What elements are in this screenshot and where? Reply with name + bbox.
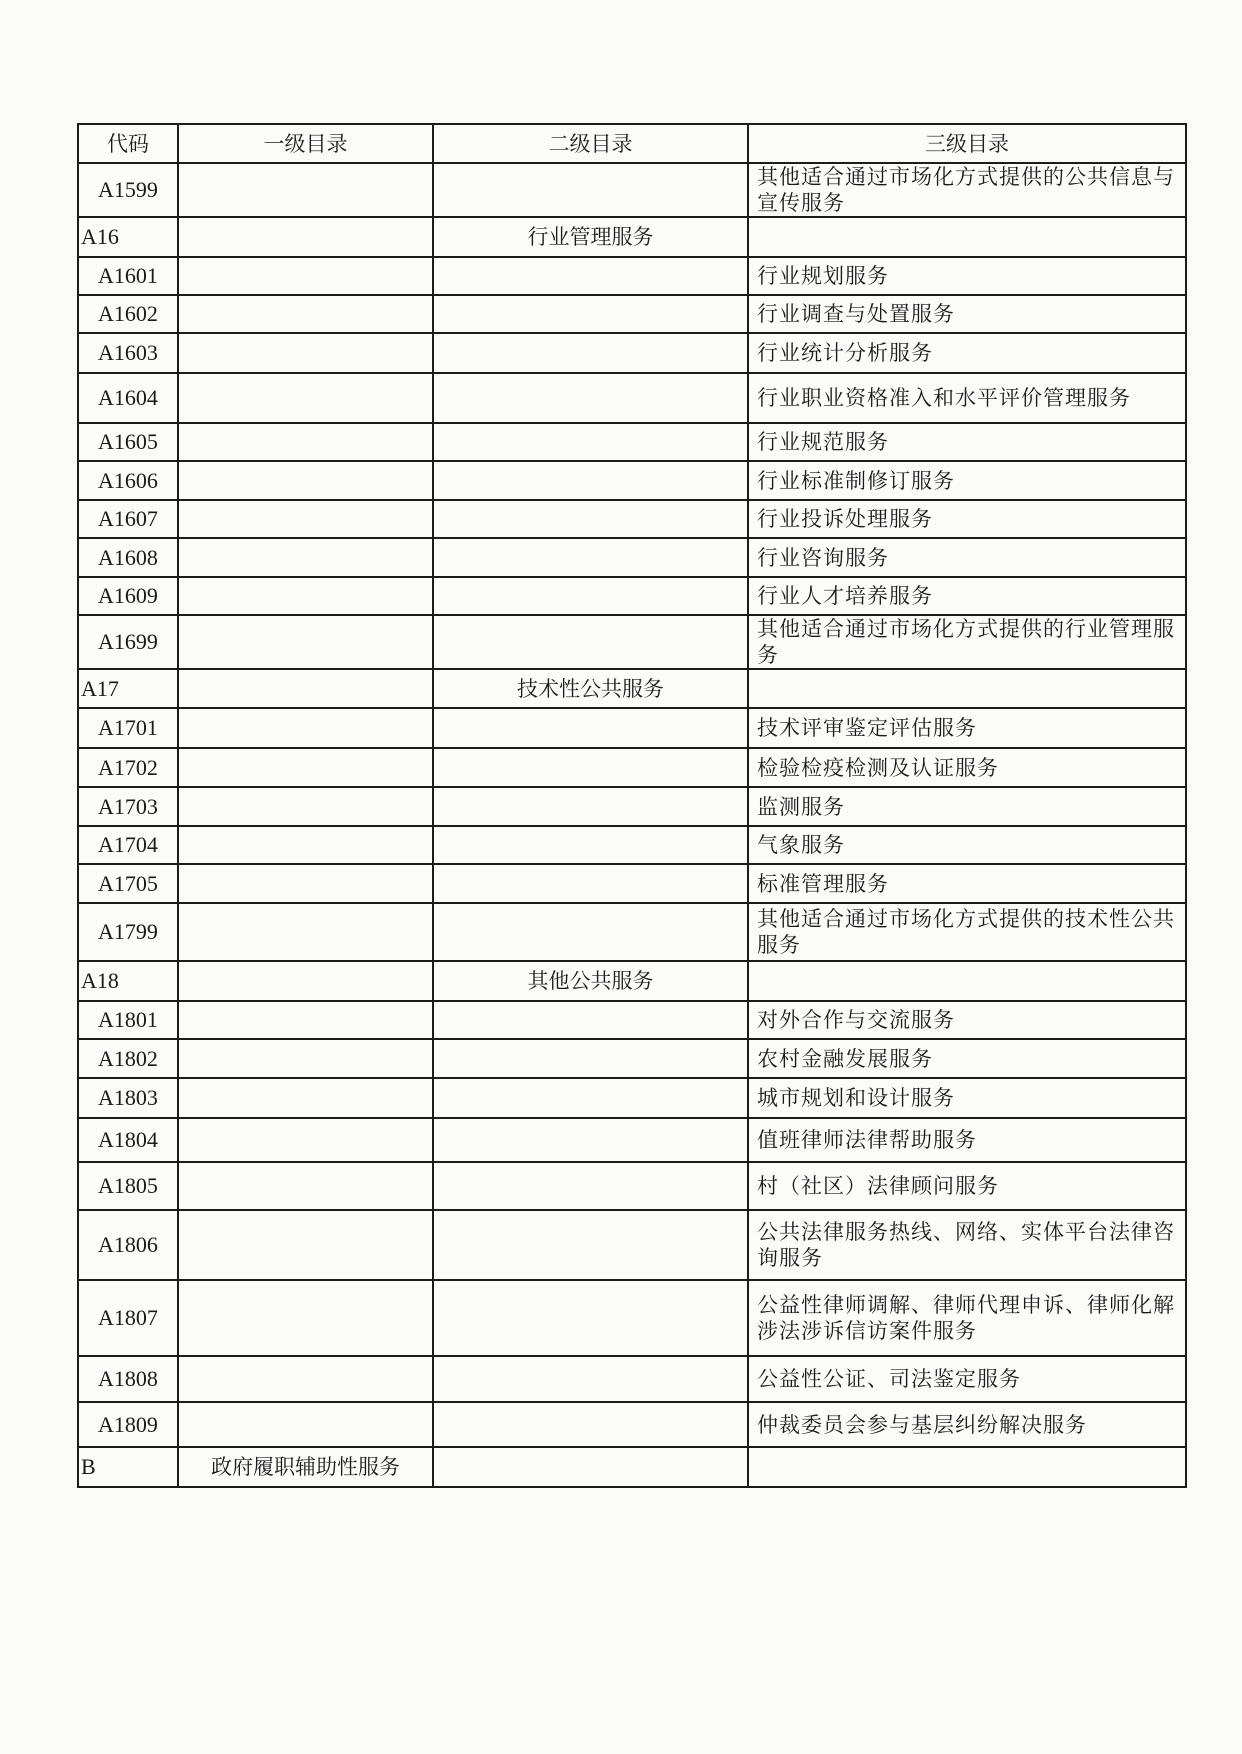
table-row <box>78 826 1186 864</box>
level3-cell: 村（社区）法律顾问服务 <box>748 1162 1186 1210</box>
code-cell: A1801 <box>78 1001 178 1039</box>
table-row <box>78 500 1186 538</box>
table-row <box>78 615 1186 669</box>
level2-cell <box>433 708 748 748</box>
table-row <box>78 257 1186 295</box>
level2-cell: 行业管理服务 <box>433 217 748 257</box>
code-cell: A18 <box>78 961 178 1001</box>
level1-cell <box>178 1001 433 1039</box>
code-cell: A1608 <box>78 538 178 577</box>
code-cell: A1605 <box>78 423 178 461</box>
code-cell: B <box>78 1447 178 1487</box>
level1-cell <box>178 961 433 1001</box>
level1-cell <box>178 1162 433 1210</box>
code-cell: A1607 <box>78 500 178 538</box>
level1-cell <box>178 163 433 217</box>
code-cell: A1799 <box>78 903 178 961</box>
level2-cell <box>433 748 748 787</box>
level3-cell: 行业人才培养服务 <box>748 577 1186 615</box>
table-row <box>78 1402 1186 1447</box>
level1-cell <box>178 373 433 423</box>
level2-cell <box>433 1118 748 1162</box>
level3-cell: 检验检疫检测及认证服务 <box>748 748 1186 787</box>
table-row <box>78 1280 1186 1356</box>
level2-cell <box>433 373 748 423</box>
level2-cell <box>433 1280 748 1356</box>
level2-cell <box>433 423 748 461</box>
level2-cell <box>433 257 748 295</box>
table-row <box>78 373 1186 423</box>
level2-cell <box>433 1001 748 1039</box>
table-row <box>78 461 1186 500</box>
level2-cell <box>433 577 748 615</box>
code-cell: A1806 <box>78 1210 178 1280</box>
level3-cell: 其他适合通过市场化方式提供的公共信息与宣传服务 <box>748 163 1186 217</box>
table-row <box>78 163 1186 217</box>
level3-cell: 行业咨询服务 <box>748 538 1186 577</box>
level2-cell <box>433 1402 748 1447</box>
level2-cell <box>433 461 748 500</box>
level3-cell: 行业标准制修订服务 <box>748 461 1186 500</box>
table-row <box>78 1118 1186 1162</box>
code-cell: A1602 <box>78 295 178 333</box>
level3-cell: 行业规划服务 <box>748 257 1186 295</box>
level2-cell <box>433 538 748 577</box>
level1-cell <box>178 423 433 461</box>
level1-cell <box>178 257 433 295</box>
code-cell: A1604 <box>78 373 178 423</box>
table-row <box>78 708 1186 748</box>
level3-cell: 城市规划和设计服务 <box>748 1078 1186 1118</box>
level3-cell <box>748 669 1186 708</box>
level1-cell <box>178 538 433 577</box>
level1-cell <box>178 333 433 373</box>
level2-cell: 其他公共服务 <box>433 961 748 1001</box>
level2-cell <box>433 1356 748 1402</box>
level1-cell <box>178 669 433 708</box>
code-cell: A1809 <box>78 1402 178 1447</box>
table-row <box>78 669 1186 708</box>
code-cell: A1705 <box>78 864 178 903</box>
table-row <box>78 961 1186 1001</box>
level1-cell <box>178 1118 433 1162</box>
table-row <box>78 748 1186 787</box>
level3-cell: 行业投诉处理服务 <box>748 500 1186 538</box>
level3-cell: 其他适合通过市场化方式提供的技术性公共服务 <box>748 903 1186 961</box>
table-row <box>78 1078 1186 1118</box>
table-row <box>78 1039 1186 1078</box>
level3-cell: 公益性律师调解、律师代理申诉、律师化解涉法涉诉信访案件服务 <box>748 1280 1186 1356</box>
level2-cell <box>433 1078 748 1118</box>
level3-cell: 值班律师法律帮助服务 <box>748 1118 1186 1162</box>
code-cell: A1804 <box>78 1118 178 1162</box>
code-cell: A1702 <box>78 748 178 787</box>
table-row <box>78 1356 1186 1402</box>
code-cell: A1699 <box>78 615 178 669</box>
table-row <box>78 1162 1186 1210</box>
table-row <box>78 423 1186 461</box>
level3-cell <box>748 217 1186 257</box>
level3-cell: 行业职业资格准入和水平评价管理服务 <box>748 373 1186 423</box>
level3-cell: 技术评审鉴定评估服务 <box>748 708 1186 748</box>
level3-cell <box>748 961 1186 1001</box>
table-row <box>78 295 1186 333</box>
table-header-row <box>78 124 1186 163</box>
level2-cell <box>433 1447 748 1487</box>
level2-cell <box>433 787 748 826</box>
level1-cell <box>178 787 433 826</box>
level1-cell <box>178 1280 433 1356</box>
level3-cell: 监测服务 <box>748 787 1186 826</box>
level3-cell: 气象服务 <box>748 826 1186 864</box>
level1-cell <box>178 1039 433 1078</box>
level1-cell <box>178 577 433 615</box>
code-cell: A1807 <box>78 1280 178 1356</box>
level2-cell <box>433 826 748 864</box>
level1-cell <box>178 500 433 538</box>
code-cell: A1609 <box>78 577 178 615</box>
level1-cell <box>178 217 433 257</box>
level2-cell <box>433 295 748 333</box>
level1-cell <box>178 748 433 787</box>
level1-cell <box>178 708 433 748</box>
level1-cell <box>178 1356 433 1402</box>
code-cell: A1805 <box>78 1162 178 1210</box>
level3-cell: 公益性公证、司法鉴定服务 <box>748 1356 1186 1402</box>
level1-cell <box>178 615 433 669</box>
level1-cell: 政府履职辅助性服务 <box>178 1447 433 1487</box>
code-cell: A1599 <box>78 163 178 217</box>
level2-cell <box>433 615 748 669</box>
level1-cell <box>178 826 433 864</box>
level3-cell <box>748 1447 1186 1487</box>
code-cell: A1601 <box>78 257 178 295</box>
level3-cell: 行业规范服务 <box>748 423 1186 461</box>
level2-cell <box>433 1162 748 1210</box>
code-cell: A1808 <box>78 1356 178 1402</box>
header-code: 代码 <box>78 124 178 163</box>
code-cell: A1803 <box>78 1078 178 1118</box>
table-row <box>78 1447 1186 1487</box>
code-cell: A16 <box>78 217 178 257</box>
level2-cell <box>433 163 748 217</box>
table-row <box>78 577 1186 615</box>
table-row <box>78 538 1186 577</box>
level1-cell <box>178 295 433 333</box>
table-row <box>78 1210 1186 1280</box>
level2-cell <box>433 333 748 373</box>
level2-cell: 技术性公共服务 <box>433 669 748 708</box>
level2-cell <box>433 864 748 903</box>
header-level1: 一级目录 <box>178 124 433 163</box>
level3-cell: 行业统计分析服务 <box>748 333 1186 373</box>
table-row <box>78 1001 1186 1039</box>
code-cell: A1701 <box>78 708 178 748</box>
level2-cell <box>433 1039 748 1078</box>
level3-cell: 行业调查与处置服务 <box>748 295 1186 333</box>
level1-cell <box>178 903 433 961</box>
level3-cell: 其他适合通过市场化方式提供的行业管理服务 <box>748 615 1186 669</box>
table-row <box>78 217 1186 257</box>
level1-cell <box>178 461 433 500</box>
table-row <box>78 864 1186 903</box>
level3-cell: 公共法律服务热线、网络、实体平台法律咨询服务 <box>748 1210 1186 1280</box>
level1-cell <box>178 1078 433 1118</box>
table-row <box>78 787 1186 826</box>
level2-cell <box>433 1210 748 1280</box>
level2-cell <box>433 903 748 961</box>
code-cell: A1703 <box>78 787 178 826</box>
code-cell: A1603 <box>78 333 178 373</box>
header-level2: 二级目录 <box>433 124 748 163</box>
table-body <box>78 163 1186 1487</box>
code-cell: A17 <box>78 669 178 708</box>
level1-cell <box>178 1210 433 1280</box>
level2-cell <box>433 500 748 538</box>
level3-cell: 仲裁委员会参与基层纠纷解决服务 <box>748 1402 1186 1447</box>
level1-cell <box>178 1402 433 1447</box>
level3-cell: 农村金融发展服务 <box>748 1039 1186 1078</box>
level3-cell: 对外合作与交流服务 <box>748 1001 1186 1039</box>
code-cell: A1704 <box>78 826 178 864</box>
level1-cell <box>178 864 433 903</box>
table-row <box>78 333 1186 373</box>
code-cell: A1606 <box>78 461 178 500</box>
service-catalog-table <box>77 123 1187 1488</box>
level3-cell: 标准管理服务 <box>748 864 1186 903</box>
header-level3: 三级目录 <box>748 124 1186 163</box>
code-cell: A1802 <box>78 1039 178 1078</box>
table-row <box>78 903 1186 961</box>
